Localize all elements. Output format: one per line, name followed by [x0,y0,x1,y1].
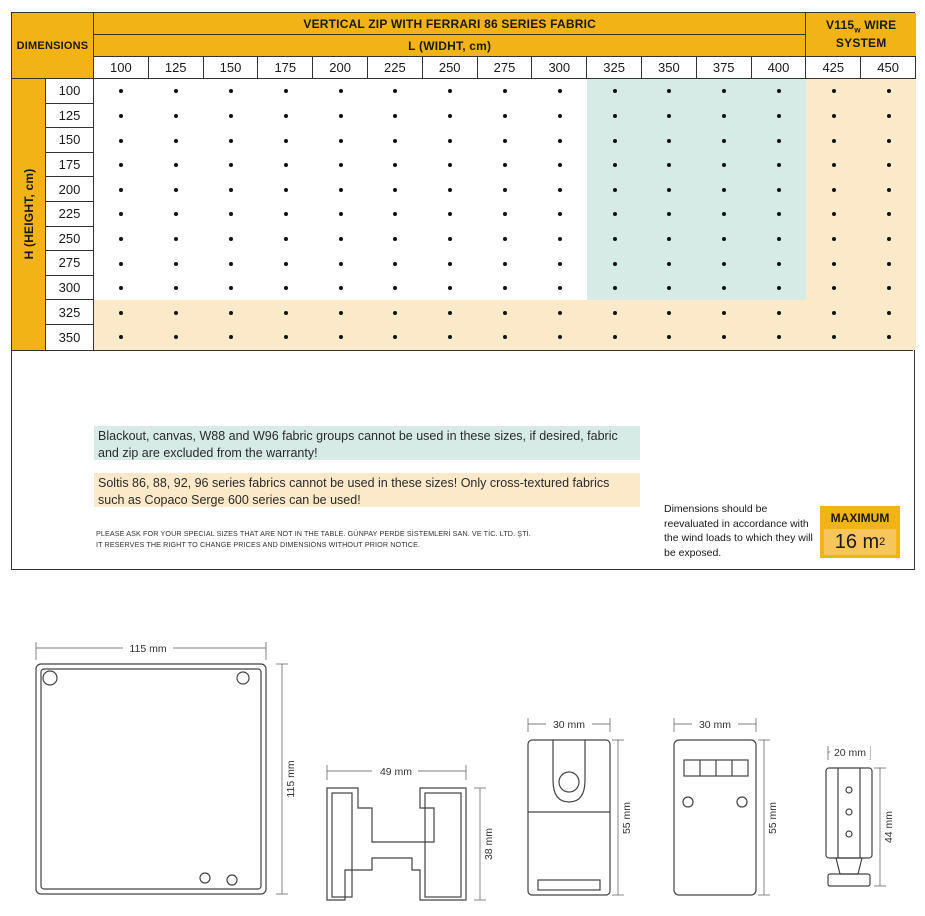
size-dot [887,262,891,266]
cap-width: 30 mm [698,719,732,731]
zone-teal [587,79,806,300]
table-title: VERTICAL ZIP WITH FERRARI 86 SERIES FABRIC [94,13,806,35]
size-dot [503,163,507,167]
size-dot [284,311,288,315]
size-dot [667,262,671,266]
size-dot [613,188,617,192]
size-dot [119,262,123,266]
size-dot [558,212,562,216]
size-dot [722,188,726,192]
size-dot [119,163,123,167]
size-dot [722,139,726,143]
width-col-325: 325 [587,57,642,79]
size-dot [558,262,562,266]
size-dot [339,188,343,192]
size-dot [393,114,397,118]
size-dot [339,335,343,339]
size-dot [558,311,562,315]
disclaimer-line-1: PLEASE ASK FOR YOUR SPECIAL SIZES THAT ARE NOT IN THE TABLE. GÜNPAY PERDE SİSTEMLERİ SAN. VE TİC. LTD. ŞTİ. [96,529,531,538]
width-col-175: 175 [258,57,313,79]
size-dot [174,114,178,118]
size-dot [887,188,891,192]
zone-beige-wire [806,79,916,350]
size-dot [174,89,178,93]
size-dot [174,212,178,216]
size-dot [613,163,617,167]
height-row-200: 200 [46,177,94,202]
cassette-drawing [36,642,288,894]
size-dot [339,237,343,241]
size-dot [284,262,288,266]
height-row-300: 300 [46,276,94,301]
size-dot [393,139,397,143]
width-col-400: 400 [752,57,807,79]
maximum-value-number: 16 m [834,530,880,553]
size-dot [448,286,452,290]
width-col-300: 300 [532,57,587,79]
size-dot [832,139,836,143]
size-dot [339,212,343,216]
size-dot [777,188,781,192]
maximum-label: MAXIMUM [830,511,890,525]
width-col-200: 200 [313,57,368,79]
height-row-175: 175 [46,153,94,178]
size-dot [339,114,343,118]
size-dot [119,212,123,216]
height-label: H (HEIGHT, cm) [22,168,36,260]
size-dot [174,286,178,290]
size-dot [393,188,397,192]
width-col-450: 450 [861,57,916,79]
size-dot [887,335,891,339]
guide-width: 49 mm [379,766,413,778]
size-dot [284,139,288,143]
width-label: L (WIDHT, cm) [94,35,806,57]
size-dot [284,89,288,93]
size-dot [393,163,397,167]
size-dot [613,311,617,315]
wire-line-2: SYSTEM [835,35,887,50]
profile-drawings [0,630,925,911]
size-dot [832,262,836,266]
size-dot [339,286,343,290]
size-dot [613,114,617,118]
maximum-value-unit: 2 [879,536,886,548]
width-col-350: 350 [642,57,697,79]
disclaimer [96,528,531,550]
size-dot [284,212,288,216]
size-dot [613,139,617,143]
maximum-value [824,529,896,555]
width-col-125: 125 [149,57,204,79]
height-row-350: 350 [46,325,94,350]
size-dot [284,286,288,290]
size-dot [503,114,507,118]
size-dot [777,114,781,118]
wire-system-header [806,13,916,57]
size-dot [503,89,507,93]
width-col-275: 275 [478,57,533,79]
size-dot [119,286,123,290]
size-dot [503,262,507,266]
width-col-150: 150 [204,57,259,79]
cassette-height: 115 mm [285,760,297,798]
zone-beige-bottom [46,300,806,349]
size-dot [722,311,726,315]
disclaimer-line-2: IT RESERVES THE RIGHT TO CHANGE PRICES AND DIMENSIONS WITHOUT PRIOR NOTICE. [96,540,421,549]
size-dot [887,139,891,143]
size-dot [558,163,562,167]
size-dot [339,89,343,93]
size-dot [229,262,233,266]
cap-height: 55 mm [767,801,779,835]
size-dot [558,188,562,192]
size-dot [558,286,562,290]
height-row-100: 100 [46,79,94,104]
size-dot [558,114,562,118]
height-row-250: 250 [46,227,94,252]
size-dot [503,188,507,192]
size-table-card [11,12,915,570]
profile-height: 55 mm [621,801,633,835]
size-dot [613,212,617,216]
size-dot [832,188,836,192]
size-dot [448,188,452,192]
size-dot [503,286,507,290]
size-dot [887,286,891,290]
width-col-250: 250 [423,57,478,79]
maximum-badge [820,506,900,558]
size-dot [174,139,178,143]
size-dot [722,262,726,266]
cap-drawing [674,718,770,895]
size-dot [558,89,562,93]
size-dot [284,237,288,241]
size-dot [284,188,288,192]
size-dot [887,237,891,241]
size-dot [339,163,343,167]
guide-height: 38 mm [483,827,495,861]
note-beige: Soltis 86, 88, 92, 96 series fabrics cannot be used in these sizes! Only cross-textured fabrics such as Copaco Serge 600 series can be used! [94,473,640,507]
size-dot [448,212,452,216]
size-dot [119,114,123,118]
height-row-325: 325 [46,300,94,325]
size-dot [174,163,178,167]
size-dot [777,262,781,266]
size-dot [503,212,507,216]
size-dot [448,311,452,315]
size-dot [393,262,397,266]
height-row-125: 125 [46,104,94,129]
technical-drawings [0,630,925,911]
size-dot [503,237,507,241]
size-dot [339,262,343,266]
size-dot [229,89,233,93]
bracket-height: 44 mm [883,810,895,844]
size-dot [119,139,123,143]
size-dot [174,262,178,266]
width-col-425: 425 [806,57,861,79]
size-dot [393,286,397,290]
size-dot [558,237,562,241]
size-dot [229,237,233,241]
size-dot [339,311,343,315]
size-dot [393,237,397,241]
size-dot [448,114,452,118]
size-dot [832,286,836,290]
size-dot [777,139,781,143]
size-table [12,13,913,354]
size-dot [229,311,233,315]
size-dot [393,89,397,93]
size-dot [777,311,781,315]
cassette-width: 115 mm [129,643,167,655]
size-dot [613,262,617,266]
wind-note: Dimensions should be reevaluated in accordance with the wind loads to which they will be exposed. [664,503,813,559]
size-dot [613,286,617,290]
table-bottom-border [12,350,913,351]
profile-drawing [528,718,624,895]
bracket-width: 20 mm [833,747,867,759]
size-dot [229,212,233,216]
size-dot [229,114,233,118]
size-dot [503,139,507,143]
size-dot [448,237,452,241]
size-dot [393,212,397,216]
size-dot [887,89,891,93]
size-dot [119,237,123,241]
size-dot [229,188,233,192]
size-dot [832,237,836,241]
size-dot [832,114,836,118]
size-dot [613,335,617,339]
width-col-225: 225 [368,57,423,79]
size-dot [887,311,891,315]
size-dot [284,114,288,118]
size-dot [558,139,562,143]
size-dot [174,311,178,315]
height-row-225: 225 [46,202,94,227]
size-dot [448,139,452,143]
size-dot [777,237,781,241]
guide-drawing [327,765,486,900]
size-dot [887,163,891,167]
width-col-100: 100 [94,57,149,79]
size-dot [887,212,891,216]
size-dot [887,114,891,118]
note-teal: Blackout, canvas, W88 and W96 fabric groups cannot be used in these sizes, if desired, fabric and zip are excluded from the warranty! [94,426,640,460]
size-dot [284,163,288,167]
size-dot [613,237,617,241]
size-dot [119,188,123,192]
size-dot [448,89,452,93]
size-dot [832,311,836,315]
size-dot [174,237,178,241]
width-col-375: 375 [697,57,752,79]
size-dot [448,262,452,266]
size-dot [832,163,836,167]
size-dot [667,139,671,143]
bracket-drawing [826,746,886,886]
size-dot [448,163,452,167]
size-dot [503,311,507,315]
size-dot [119,89,123,93]
height-row-150: 150 [46,128,94,153]
height-label-col [12,79,46,350]
wire-line-1: $V115_w$ WIRE [826,18,897,35]
size-dot [339,139,343,143]
size-dot [174,188,178,192]
size-dot [613,89,617,93]
size-dot [229,139,233,143]
size-dot [229,163,233,167]
height-row-275: 275 [46,251,94,276]
dimensions-header: DIMENSIONS [12,13,94,79]
size-dot [229,286,233,290]
profile-width: 30 mm [552,719,586,731]
